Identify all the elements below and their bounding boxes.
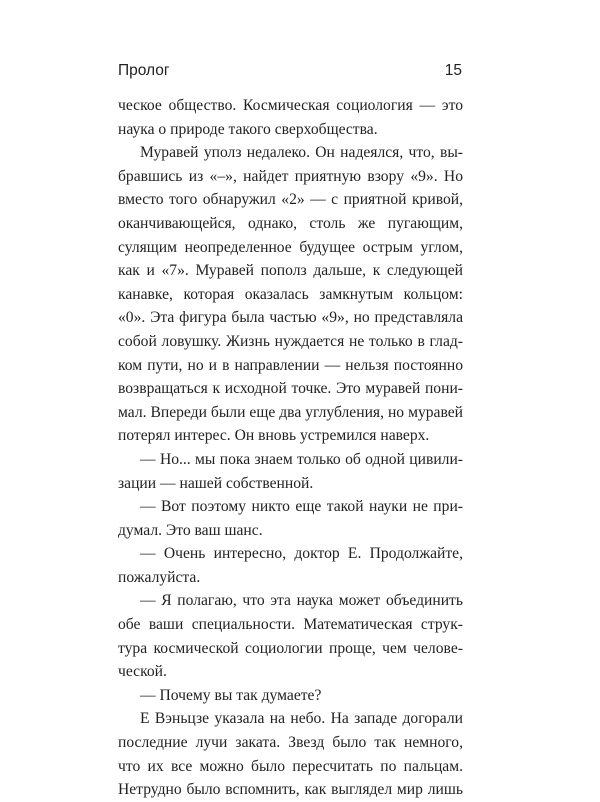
chapter-title: Пролог bbox=[118, 62, 170, 79]
text-line: мал. Впереди были еще два углубления, но муравей bbox=[118, 403, 463, 421]
text-line: «0». Эта фигура была частью «9», но представляла bbox=[118, 309, 463, 327]
page-number: 15 bbox=[444, 62, 462, 79]
text-line: обе ваши специальности. Математическая струк- bbox=[118, 616, 463, 634]
text-line: — Почему вы так думаете? bbox=[140, 686, 322, 704]
text-line: пожалуйста. bbox=[118, 568, 201, 586]
text-line: ческое общество. Космическая социология — это bbox=[118, 97, 463, 114]
text-line: — Вот поэтому никто еще такой науки не при- bbox=[140, 498, 463, 516]
text-line: канавке, которая оказалась замкнутым кольцом: bbox=[118, 285, 463, 303]
text-line: что их все можно было пересчитать по пальцам. bbox=[118, 757, 463, 775]
text-line: потерял интерес. Он вновь устремился наверх. bbox=[118, 427, 430, 445]
running-head bbox=[118, 62, 462, 84]
text-line: бравшись из «–», найдет приятную взору «9». Но bbox=[118, 167, 463, 185]
text-line: наука о природе такого сверхобщества. bbox=[118, 120, 378, 138]
text-line: — Очень интересно, доктор Е. Продолжайте, bbox=[140, 545, 463, 563]
text-line: Муравей уполз недалеко. Он надеялся, что, вы- bbox=[140, 144, 463, 162]
text-line: собой ловушку. Жизнь нуждается не только в глад- bbox=[118, 332, 463, 350]
text-line: ком пути, но и в направлении — нельзя постоянно bbox=[118, 356, 463, 374]
body-text bbox=[118, 94, 463, 802]
text-line: сулящим неопределенное будущее острым углом, bbox=[118, 238, 463, 256]
text-line: Нетрудно было вспомнить, как выглядел мир лишь bbox=[118, 781, 463, 799]
text-line: Е Вэньцзе указала на небо. На западе догорали bbox=[140, 710, 463, 728]
text-line: — Но... мы пока знаем только об одной цивили- bbox=[140, 450, 463, 468]
text-line: зации — нашей собственной. bbox=[118, 474, 314, 492]
text-line: как и «7». Муравей пополз дальше, к следующей bbox=[118, 262, 463, 280]
text-line: возвращаться к исходной точке. Это муравей пони- bbox=[118, 380, 463, 398]
text-line: оканчивающейся, однако, столь же пугающим, bbox=[118, 214, 463, 232]
text-line: тура космической социологии проще, чем человe- bbox=[118, 639, 463, 657]
text-line: — Я полагаю, что эта наука может объединить bbox=[140, 592, 463, 610]
text-line: ческой. bbox=[118, 663, 167, 681]
text-line: последние лучи заката. Звезд было так немного, bbox=[118, 734, 463, 752]
text-line: вместо того обнаружил «2» — с приятной кривой, bbox=[118, 191, 463, 209]
text-line: думал. Это ваш шанс. bbox=[118, 521, 263, 539]
